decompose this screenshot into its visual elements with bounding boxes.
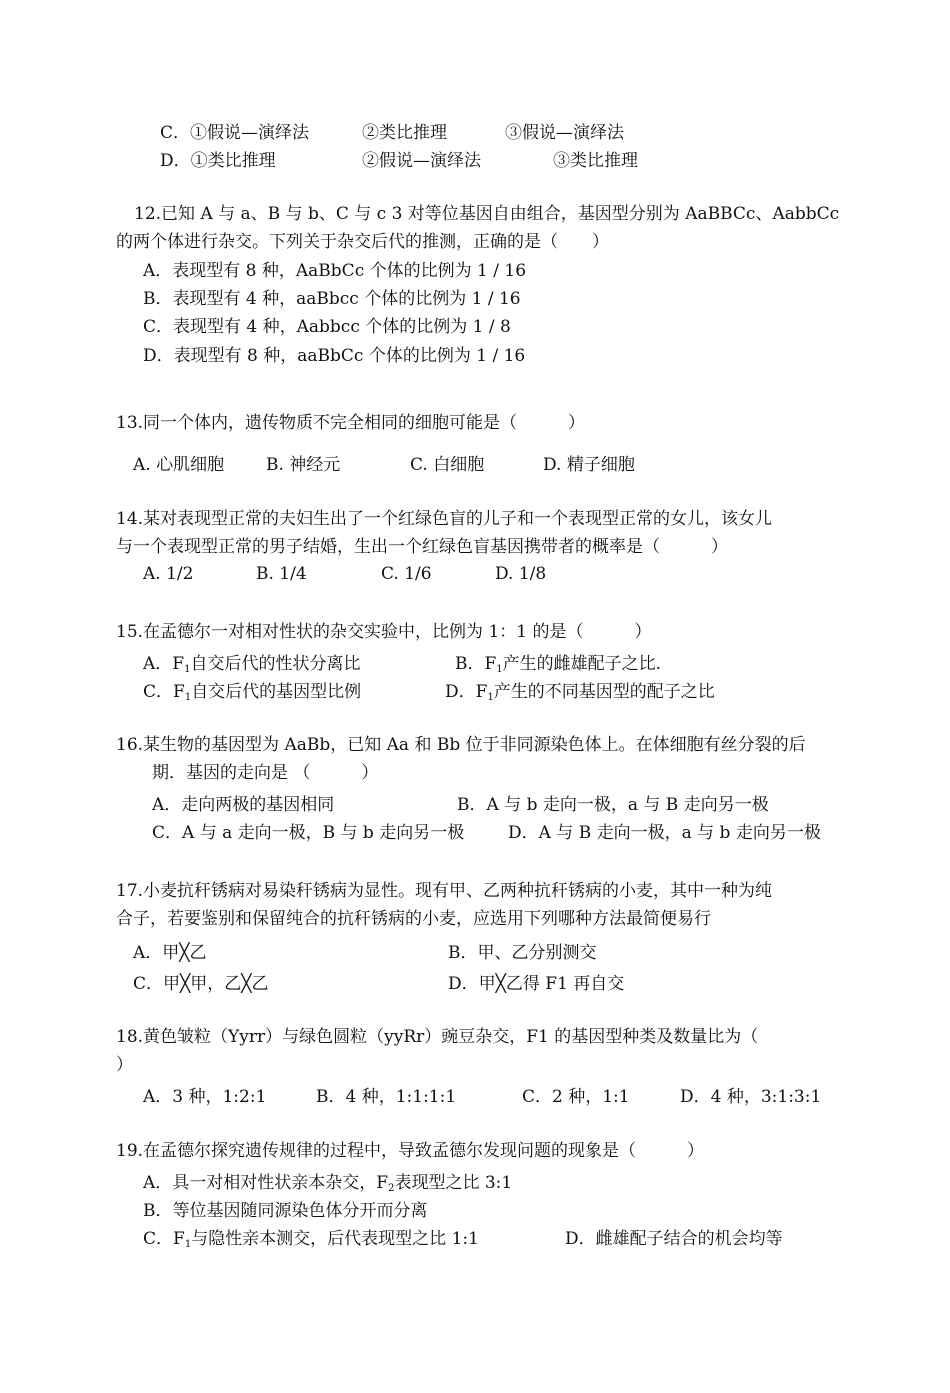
q12-option-a: A．表现型有 8 种，AaBbCc 个体的比例为 1 / 16 (143, 261, 527, 281)
q19-option-c: C．$F_1$与隐性亲本测交，后代表现型之比 1:1 (143, 1229, 479, 1250)
q11-option-d-part2: ②假说—演绎法 (362, 151, 481, 171)
q16-option-b: B．A 与 b 走向一极，a 与 B 走向另一极 (457, 795, 769, 815)
q14-option-c: C. 1/6 (381, 564, 432, 584)
q11-option-d-part1: D．①类比推理 (160, 151, 276, 171)
q11-option-c-part3: ③假说—演绎法 (505, 123, 624, 143)
q16-option-c: C．A 与 a 走向一极，B 与 b 走向另一极 (152, 823, 465, 843)
q16-stem-line1: 16.某生物的基因型为 AaBb，已知 Aa 和 Bb 位于非同源染色体上。在体细胞有丝分裂的后 (116, 735, 806, 755)
q18-option-d: D．4 种，3:1:3:1 (680, 1087, 822, 1107)
q12-option-d: D．表现型有 8 种，aaBbCc 个体的比例为 1 / 16 (143, 346, 526, 366)
q13-option-b: B. 神经元 (266, 455, 341, 475)
q11-option-c-part2: ②类比推理 (362, 123, 447, 143)
q19-option-a: A．具一对相对性状亲本杂交，$F_2$表现型之比 3:1 (143, 1173, 513, 1194)
q17-stem-line2: 合子，若要鉴别和保留纯合的抗秆锈病的小麦，应选用下列哪种方法最简便易行 (116, 909, 711, 929)
q15-option-c: C．$F_1$自交后代的基因型比例 (143, 682, 362, 703)
q14-stem-line2: 与一个表现型正常的男子结婚，生出一个红绿色盲基因携带者的概率是（ ） (116, 537, 728, 557)
q16-stem-line2: 期．基因的走向是 （ ） (152, 763, 379, 783)
q12-stem-line2: 的两个体进行杂交。下列关于杂交后代的推测，正确的是（ ） (116, 232, 609, 252)
q15-option-b: B．$F_1$产生的雌雄配子之比. (455, 654, 662, 675)
q14-option-d: D. 1/8 (495, 564, 547, 584)
q12-option-b: B．表现型有 4 种，aaBbcc 个体的比例为 1 / 16 (143, 289, 521, 309)
q11-option-d-part3: ③类比推理 (553, 151, 638, 171)
q19-option-d: D．雌雄配子结合的机会均等 (565, 1229, 783, 1249)
q17-option-a: A．甲╳乙 (133, 943, 207, 963)
q15-stem: 15.在孟德尔一对相对性状的杂交实验中，比例为 1：1 的是（ ） (116, 622, 652, 642)
q13-option-a: A. 心肌细胞 (133, 455, 225, 475)
q13-option-c: C. 白细胞 (410, 455, 485, 475)
q17-stem-line1: 17.小麦抗秆锈病对易染秆锈病为显性。现有甲、乙两种抗秆锈病的小麦，其中一种为纯 (116, 881, 773, 901)
q18-stem-line2: ） (116, 1055, 133, 1075)
q13-option-d: D. 精子细胞 (543, 455, 635, 475)
q17-option-d: D．甲╳乙得 F1 再自交 (448, 974, 625, 994)
q12-option-c: C．表现型有 4 种，Aabbcc 个体的比例为 1 / 8 (143, 317, 511, 337)
q17-option-c: C．甲╳甲，乙╳乙 (133, 974, 269, 994)
q16-option-a: A．走向两极的基因相同 (152, 795, 335, 815)
q16-option-d: D．A 与 B 走向一极，a 与 b 走向另一极 (508, 823, 821, 843)
q17-option-b: B．甲、乙分别测交 (448, 943, 597, 963)
q19-stem: 19.在孟德尔探究遗传规律的过程中，导致孟德尔发现问题的现象是（ ） (116, 1141, 705, 1161)
q14-option-b: B. 1/4 (256, 564, 307, 584)
q15-option-a: A．$F_1$自交后代的性状分离比 (143, 654, 361, 675)
q18-option-c: C．2 种，1:1 (522, 1087, 630, 1107)
q12-stem-line1: 12.已知 A 与 a、B 与 b、C 与 c 3 对等位基因自由组合，基因型分别为 AaBBCc、AabbCc (134, 204, 840, 224)
q15-option-d: D．$F_1$产生的不同基因型的配子之比 (445, 682, 715, 703)
q19-option-b: B．等位基因随同源染色体分开而分离 (143, 1201, 428, 1221)
q11-option-c-part1: C．①假说—演绎法 (160, 123, 310, 143)
q14-stem-line1: 14.某对表现型正常的夫妇生出了一个红绿色盲的儿子和一个表现型正常的女儿，该女儿 (116, 509, 773, 529)
q18-stem-line1: 18.黄色皱粒（Yyrr）与绿色圆粒（yyRr）豌豆杂交，F1 的基因型种类及数量比为（ (116, 1027, 759, 1047)
q14-option-a: A. 1/2 (143, 564, 194, 584)
q18-option-a: A．3 种，1:2:1 (143, 1087, 267, 1107)
q18-option-b: B．4 种，1:1:1:1 (316, 1087, 457, 1107)
q13-stem: 13.同一个体内，遗传物质不完全相同的细胞可能是（ ） (116, 413, 586, 433)
